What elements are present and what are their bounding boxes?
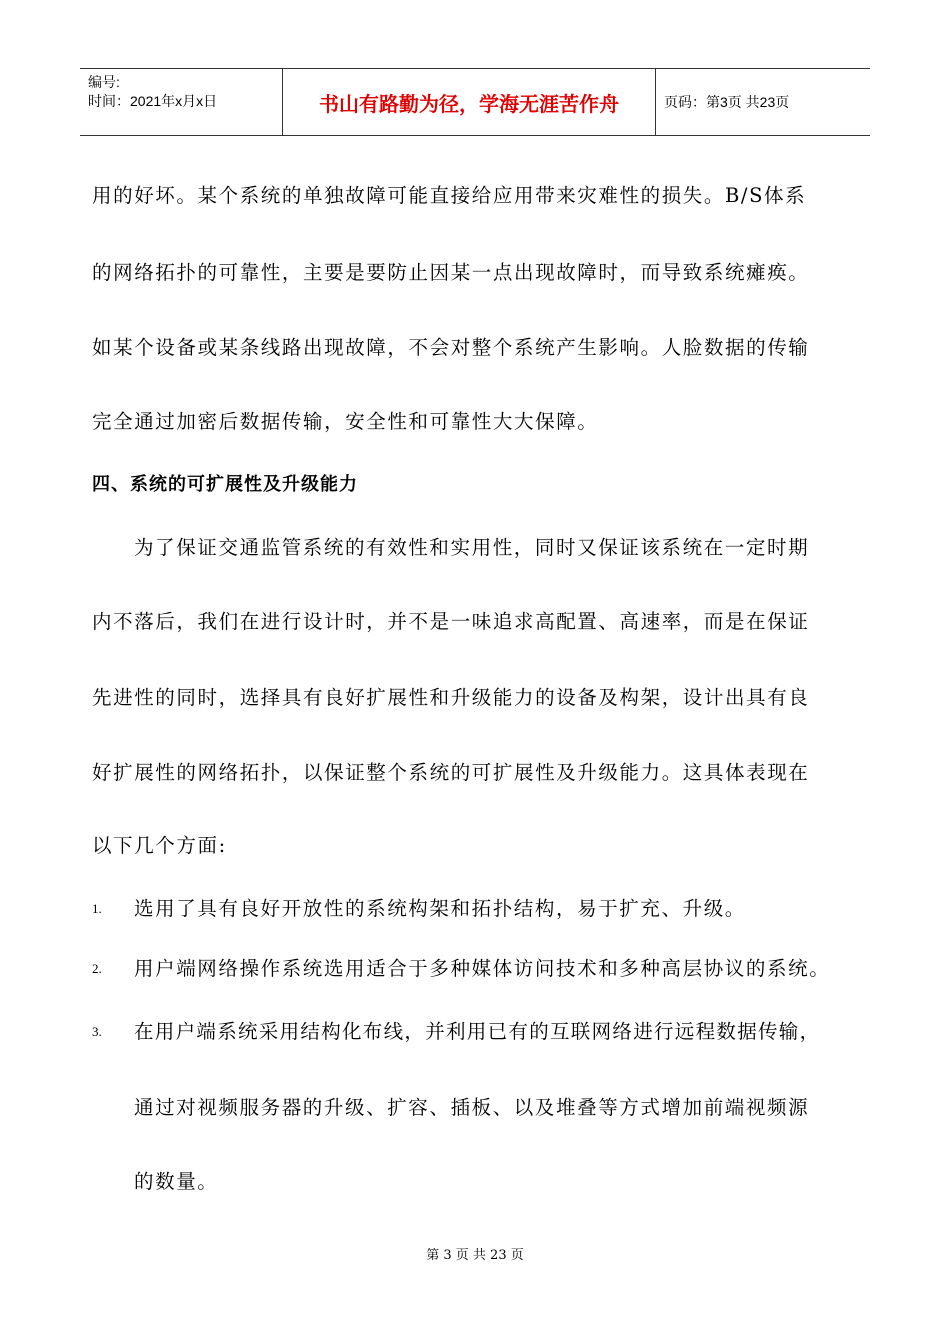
section4-line-3: 先进性的同时，选择具有良好扩展性和升级能力的设备及构架，设计出具有良	[92, 686, 810, 709]
page-footer: 第 3 页 共 23 页	[426, 1248, 524, 1263]
header-motto: 书山有路勤为径，学海无涯苦作舟	[282, 69, 656, 135]
list-item-number: 1.	[92, 901, 102, 916]
paragraph1-line-4: 完全通过加密后数据传输，安全性和可靠性大大保障。	[92, 410, 599, 433]
list-item-text: 通过对视频服务器的升级、扩容、插板、以及堆叠等方式增加前端视频源	[134, 1096, 810, 1119]
paragraph1-line-2: 的网络拓扑的可靠性，主要是要防止因某一点出现故障时，而导致系统瘫痪。	[92, 261, 810, 284]
section4-line-1: 为了保证交通监管系统的有效性和实用性，同时又保证该系统在一定时期	[134, 536, 810, 559]
list-item-number: 3.	[92, 1024, 102, 1039]
section-heading: 四、系统的可扩展性及升级能力	[92, 474, 358, 495]
list-item-number: 2.	[92, 961, 102, 976]
list-item-text: 用户端网络操作系统选用适合于多种媒体访问技术和多种高层协议的系统。	[134, 957, 831, 980]
list-item-text: 的数量。	[134, 1170, 219, 1193]
paragraph1-line-3: 如某个设备或某条线路出现故障，不会对整个系统产生影响。人脸数据的传输	[92, 336, 810, 359]
document-time-label: 时间：2021年x月x日	[88, 93, 218, 109]
list-item-text: 在用户端系统采用结构化布线，并利用已有的互联网络进行远程数据传输，	[134, 1020, 821, 1043]
document-number-label: 编号:	[88, 74, 120, 90]
list-item-text: 选用了具有良好开放性的系统构架和拓扑结构，易于扩充、升级。	[134, 897, 746, 920]
section4-line-2: 内不落后，我们在进行设计时，并不是一味追求高配置、高速率，而是在保证	[92, 610, 810, 633]
header-meta	[80, 69, 282, 135]
section4-line-5: 以下几个方面:	[92, 834, 227, 857]
paragraph1-line-1: 用的好坏。某个系统的单独故障可能直接给应用带来灾难性的损失。B/S体系	[92, 184, 807, 207]
section4-line-4: 好扩展性的网络拓扑，以保证整个系统的可扩展性及升级能力。这具体表现在	[92, 761, 810, 784]
page-header	[80, 68, 870, 136]
header-page-info: 页码：第3页 共23页	[664, 94, 790, 110]
